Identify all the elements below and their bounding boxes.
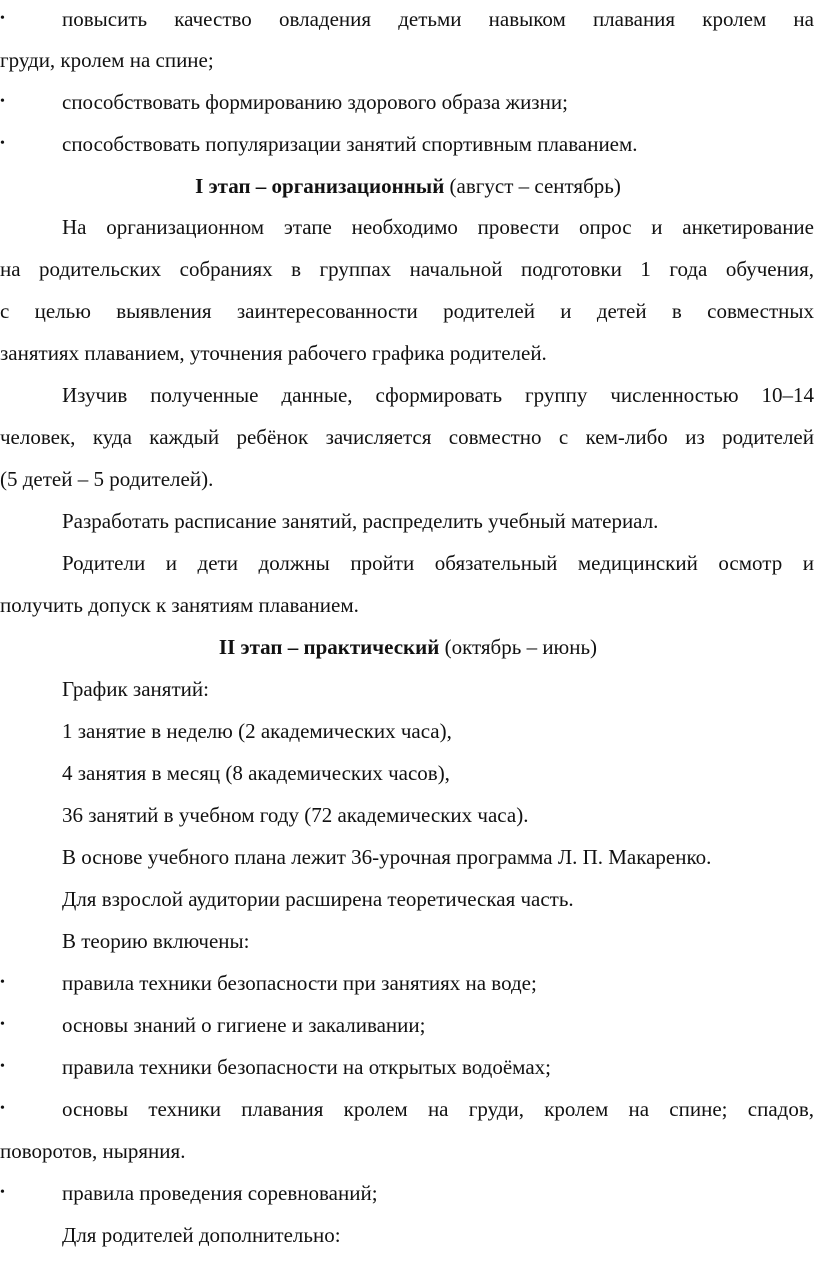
paragraph-line: Разработать расписание занятий, распределить учебный материал. — [62, 509, 659, 533]
stage-2-heading — [0, 633, 816, 661]
schedule-line: Для взрослой аудитории расширена теоретическая часть. — [62, 887, 574, 911]
closing-line: Для родителей дополнительно: — [62, 1223, 341, 1247]
bullet-text: правила техники безопасности при занятиях на воде; — [62, 971, 537, 995]
bullet-text: повысить качество овладения детьми навыком плавания кролем на — [62, 7, 814, 31]
bullet-text: способствовать формированию здорового образа жизни; — [62, 90, 568, 114]
paragraph-line: на родительских собраниях в группах начальной подготовки 1 года обучения, — [0, 257, 814, 281]
bullet-text: основы знаний о гигиене и закаливании; — [62, 1013, 426, 1037]
schedule-line: В теорию включены: — [62, 929, 250, 953]
bullet-marker: • — [0, 1101, 5, 1116]
paragraph-line: Изучив полученные данные, сформировать группу численностью 10–14 — [62, 383, 814, 407]
paragraph-line: человек, куда каждый ребёнок зачисляется совместно с кем-либо из родителей — [0, 425, 814, 449]
paragraph-line: (5 детей – 5 родителей). — [0, 467, 214, 491]
schedule-line: График занятий: — [62, 677, 209, 701]
stage-2-title: II этап – практический — [218, 635, 440, 659]
bullet-marker: • — [0, 11, 5, 26]
paragraph-line: На организационном этапе необходимо провести опрос и анкетирование — [62, 215, 814, 239]
bullet-text: правила проведения соревнований; — [62, 1181, 378, 1205]
schedule-line: 36 занятий в учебном году (72 академических часа). — [62, 803, 529, 827]
stage-1-heading — [0, 172, 816, 200]
bullet-text-cont: поворотов, ныряния. — [0, 1139, 186, 1163]
stage-1-title: I этап – организационный — [195, 174, 445, 198]
schedule-line: 1 занятие в неделю (2 академических часа), — [62, 719, 452, 743]
stage-1-period: (август – сентябрь) — [444, 174, 621, 198]
schedule-line: В основе учебного плана лежит 36-урочная программа Л. П. Макаренко. — [62, 845, 712, 869]
bullet-text: основы техники плавания кролем на груди, кролем на спине; спадов, — [62, 1097, 814, 1121]
bullet-text-cont: груди, кролем на спине; — [0, 48, 214, 72]
paragraph-line: получить допуск к занятиям плаванием. — [0, 593, 359, 617]
bullet-text: способствовать популяризации занятий спортивным плаванием. — [62, 132, 638, 156]
bullet-marker: • — [0, 1017, 5, 1032]
bullet-marker: • — [0, 94, 5, 109]
paragraph-line: занятиях плаванием, уточнения рабочего графика родителей. — [0, 341, 547, 365]
bullet-marker: • — [0, 136, 5, 151]
paragraph-line: с целью выявления заинтересованности родителей и детей в совместных — [0, 299, 814, 323]
paragraph-line: Родители и дети должны пройти обязательный медицинский осмотр и — [62, 551, 814, 575]
schedule-line: 4 занятия в месяц (8 академических часов), — [62, 761, 450, 785]
bullet-marker: • — [0, 1185, 5, 1200]
bullet-text: правила техники безопасности на открытых водоёмах; — [62, 1055, 551, 1079]
stage-2-period: (октябрь – июнь) — [439, 635, 598, 659]
bullet-marker: • — [0, 1059, 5, 1074]
bullet-marker: • — [0, 975, 5, 990]
